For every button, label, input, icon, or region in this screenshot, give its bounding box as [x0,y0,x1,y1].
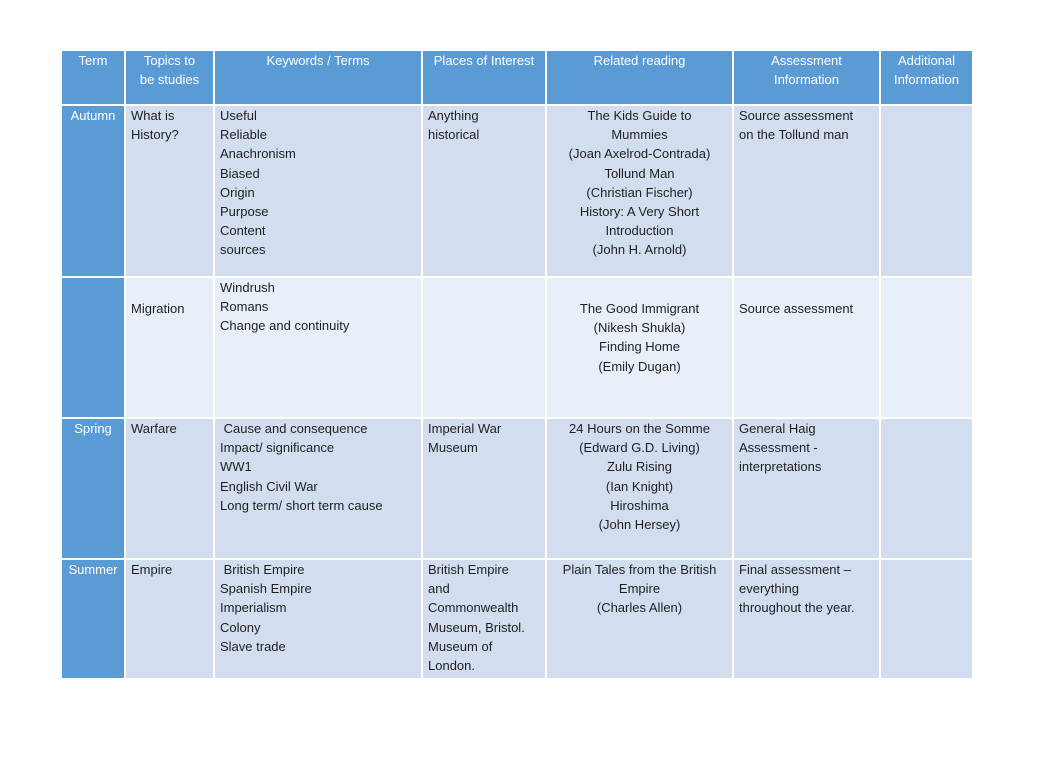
topic-cell: Empire [126,560,213,678]
places-cell: British Empire and Commonwealth Museum, Bristol. Museum of London. [423,560,545,678]
assessment-cell: Source assessment on the Tollund man [734,106,879,276]
assessment-cell: General Haig Assessment - interpretations [734,419,879,558]
assessment-cell: Source assessment [734,278,879,417]
keywords-cell: Useful Reliable Anachronism Biased Origin Purpose Content sources [215,106,421,276]
header-term: Term [62,51,124,104]
reading-cell: The Kids Guide to Mummies (Joan Axelrod-Contrada) Tollund Man (Christian Fischer) History: A Very Short Introduction (John H. Arnold) [547,106,732,276]
header-reading: Related reading [547,51,732,104]
header-assessment: Assessment Information [734,51,879,104]
places-cell: Anything historical [423,106,545,276]
term-cell: Summer [62,560,124,678]
assessment-cell: Final assessment – everything throughout the year. [734,560,879,678]
reading-cell: Plain Tales from the British Empire (Charles Allen) [547,560,732,678]
table-row [62,419,972,558]
topic-cell: Migration [126,278,213,417]
table-row [62,278,972,417]
term-cell: Spring [62,419,124,558]
curriculum-table [60,49,974,680]
table-row [62,560,972,678]
topic-cell: What is History? [126,106,213,276]
additional-cell [881,419,972,558]
places-cell [423,278,545,417]
header-keywords: Keywords / Terms [215,51,421,104]
header-additional: Additional Information [881,51,972,104]
keywords-cell: Windrush Romans Change and continuity [215,278,421,417]
additional-cell [881,278,972,417]
keywords-cell: British Empire Spanish Empire Imperialism Colony Slave trade [215,560,421,678]
additional-cell [881,106,972,276]
reading-cell: 24 Hours on the Somme (Edward G.D. Living) Zulu Rising (Ian Knight) Hiroshima (John Hersey) [547,419,732,558]
topic-cell: Warfare [126,419,213,558]
term-cell [62,278,124,417]
additional-cell [881,560,972,678]
places-cell: Imperial War Museum [423,419,545,558]
reading-cell: The Good Immigrant (Nikesh Shukla) Finding Home (Emily Dugan) [547,278,732,417]
keywords-cell: Cause and consequence Impact/ significance WW1 English Civil War Long term/ short term cause [215,419,421,558]
header-places: Places of Interest [423,51,545,104]
term-cell: Autumn [62,106,124,276]
table-row [62,106,972,276]
header-row [62,51,972,104]
header-topics: Topics to be studies [126,51,213,104]
